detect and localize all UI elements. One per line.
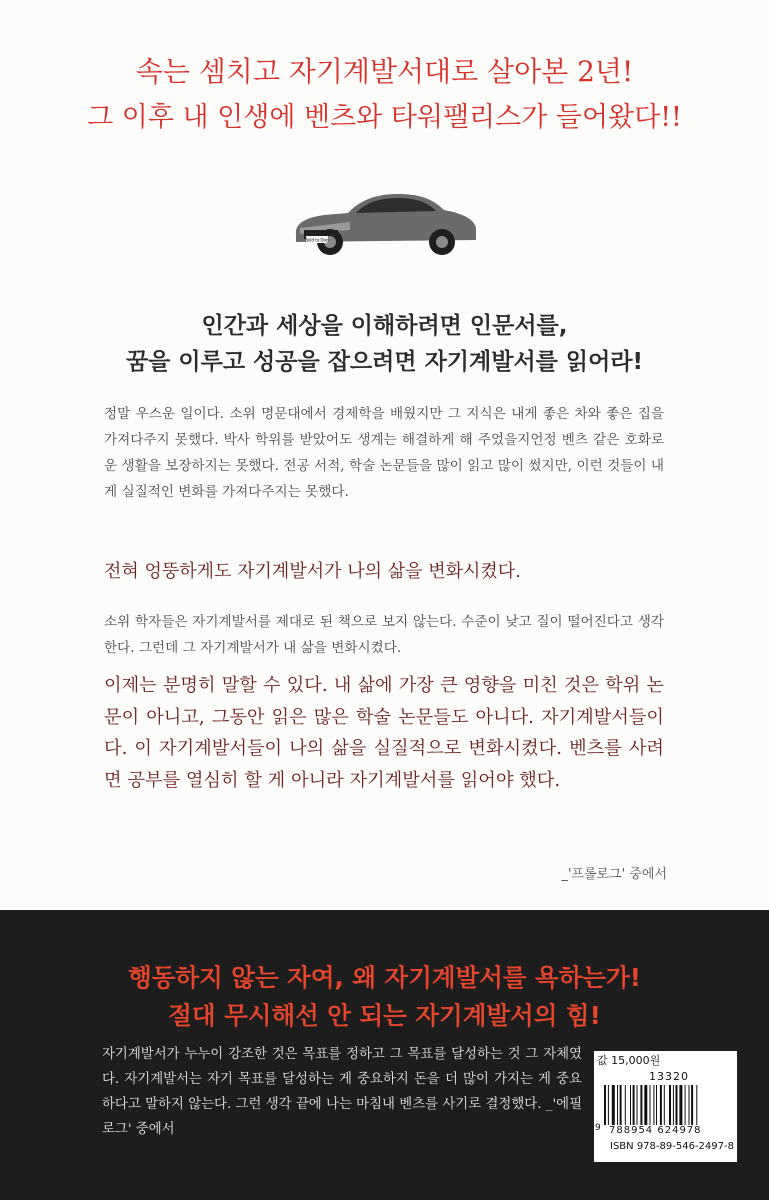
- car-illustration: [290, 182, 480, 264]
- addon-code: 13320: [649, 1070, 689, 1083]
- barcode-digits: 788954 624978: [609, 1125, 702, 1136]
- barcode-box: [594, 1051, 737, 1162]
- barcode-lead-digit: 9: [595, 1123, 601, 1133]
- subheadline-line-2: 꿈을 이루고 성공을 잡으려면 자기계발서를 읽어라!: [125, 349, 644, 375]
- headline-line-1: 속는 셈치고 자기계발서대로 살아본 2년!: [135, 55, 634, 88]
- bottom-headline-1: 행동하지 않는 자여, 왜 자기계발서를 욕하는가!: [128, 963, 641, 992]
- body-paragraph-2: 소위 학자들은 자기계발서를 제대로 된 책으로 보지 않는다. 수준이 낮고 질이 떨어진다고 생각한다. 그런데 그 자기계발서가 내 삶을 변화시켰다.: [104, 614, 664, 656]
- price-label: 값 15,000원: [597, 1054, 661, 1067]
- car-plate: Sold to Dog: [305, 237, 329, 243]
- subheadline-line-1: 인간과 세상을 이해하려면 인문서를,: [201, 313, 568, 339]
- emphasis-paragraph-2: 이제는 분명히 말할 수 있다. 내 삶에 가장 큰 영향을 미친 것은 학위 논문이 아니고, 그동안 읽은 많은 학술 논문들도 아니다. 자기계발서들이다. 이 자기계발서들이 나의 삶을 실질적으로 변화시켰다. 벤츠를 사려면 공부를 열심히 할 게 아니라 자기계발서를 읽어야 했다.: [104, 675, 664, 791]
- prologue-source: _'프롤로그' 중에서: [561, 867, 667, 882]
- body-paragraph-1: 정말 우스운 일이다. 소위 명문대에서 경제학을 배웠지만 그 지식은 내게 좋은 차와 좋은 집을 가져다주지 못했다. 박사 학위를 받았어도 생계는 해결하게 해 주었을지언정 벤츠 같은 호화로운 생활을 보장하지는 못했다. 전공 서적, 학술 논문들을 많이 읽고 많이 썼지만, 이런 것들이 내게 실질적인 변화를 가져다주지는 못했다.: [104, 406, 664, 500]
- lower-band: [0, 910, 769, 1200]
- emphasis-line-1: 전혀 엉뚱하게도 자기계발서가 나의 삶을 변화시켰다.: [104, 561, 521, 582]
- headline-line-2: 그 이후 내 인생에 벤츠와 타워팰리스가 들어왔다!!: [87, 102, 682, 133]
- bottom-paragraph: 자기계발서가 누누이 강조한 것은 목표를 정하고 그 목표를 달성하는 것 그 자체였다. 자기계발서는 자기 목표를 달성하는 게 중요하지 돈을 더 많이 가지는 게 중요하다고 말하지 않는다. 그런 생각 끝에 나는 마침내 벤츠를 사기로 결정했다. _'에필로그' 중에서: [102, 1047, 582, 1137]
- bottom-headline-2: 절대 무시해선 안 되는 자기계발서의 힘!: [168, 1001, 601, 1030]
- isbn-number: ISBN 978-89-546-2497-8: [610, 1141, 734, 1152]
